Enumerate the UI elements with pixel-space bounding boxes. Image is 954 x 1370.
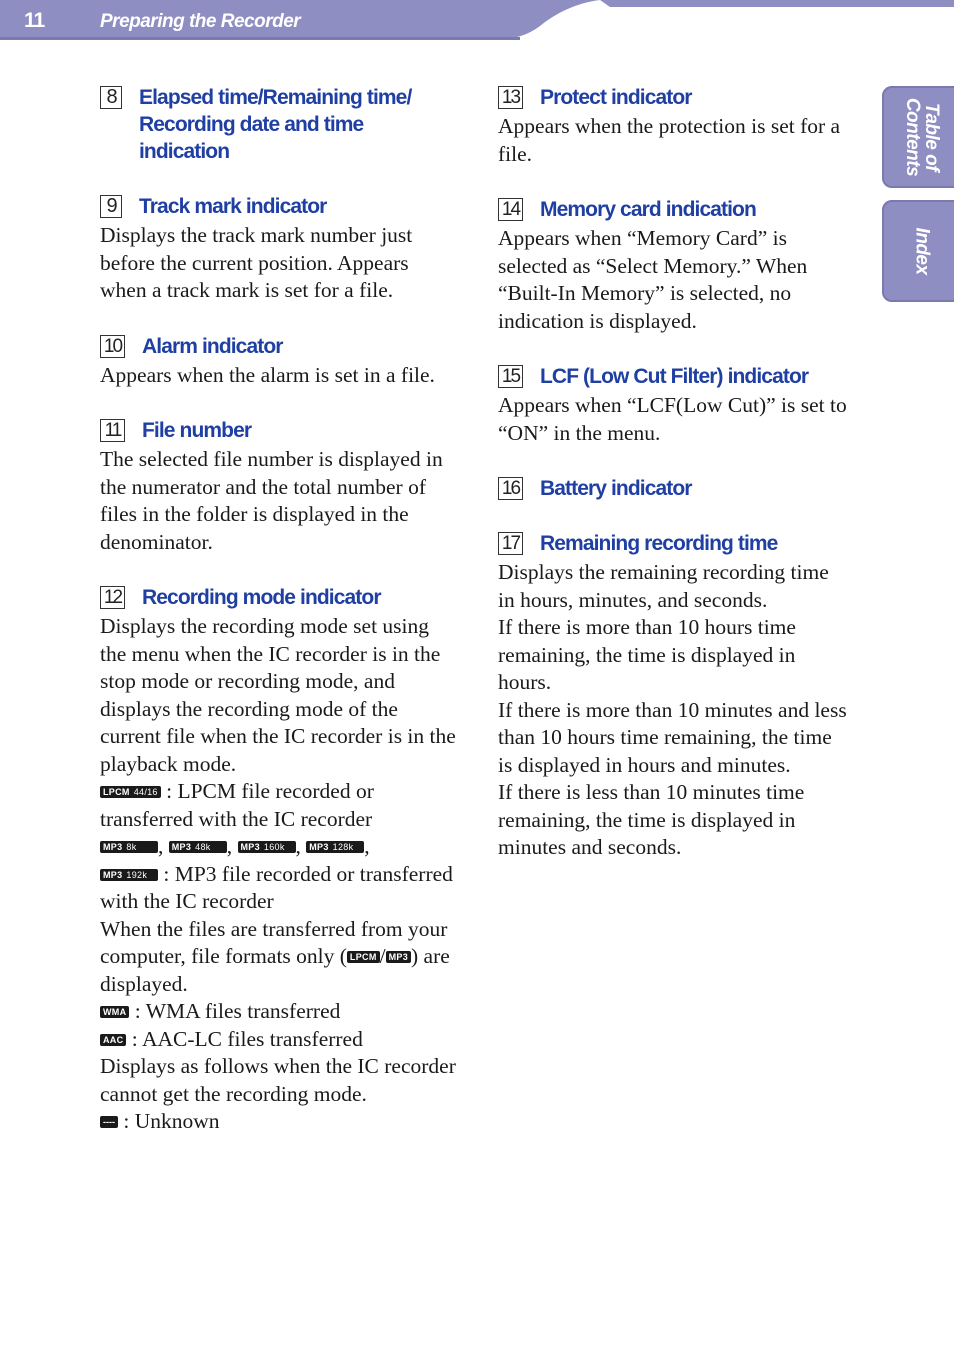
wma-text: : WMA files transferred bbox=[129, 999, 341, 1023]
badge-text: MP3 bbox=[171, 842, 192, 852]
item-body: Appears when the alarm is set in a file. bbox=[100, 362, 435, 387]
mp3-icon: MP3 bbox=[386, 951, 411, 963]
lpcm-line bbox=[100, 778, 460, 833]
item-number: 14 bbox=[498, 198, 523, 221]
item-17 bbox=[498, 530, 850, 862]
aac-icon: AAC bbox=[100, 1034, 126, 1046]
recording-mode-description: Displays the recording mode set using the menu when the IC recorder is in the stop mode or recording mode, and displays the recording mode of the current file when the IC recorder is in the playback mode. bbox=[100, 614, 456, 776]
comma: , bbox=[226, 834, 233, 858]
mp3-badges-line bbox=[100, 833, 460, 861]
unknown-mode-icon: ---- bbox=[100, 1116, 118, 1128]
item-title: Battery indicator bbox=[540, 477, 692, 500]
mp3-192k-icon bbox=[100, 869, 158, 881]
mp3-line bbox=[100, 861, 460, 916]
aac-line bbox=[100, 1026, 460, 1054]
paragraph: Displays the remaining recording time in hours, minutes, and seconds. bbox=[498, 560, 829, 612]
item-number: 16 bbox=[498, 477, 523, 500]
unknown-line bbox=[100, 1108, 460, 1136]
badge-text: MP3 bbox=[240, 842, 260, 852]
comma: , bbox=[364, 834, 370, 858]
title-line: Elapsed time/Remaining time/ bbox=[139, 86, 412, 109]
table-of-contents-tab-label bbox=[903, 98, 941, 176]
item-15 bbox=[498, 363, 850, 447]
item-number: 11 bbox=[100, 419, 125, 442]
index-tab-label: Index bbox=[911, 227, 933, 275]
title-line: Recording date and time bbox=[139, 113, 364, 136]
item-title: Memory card indication bbox=[540, 198, 756, 221]
item-number: 10 bbox=[100, 335, 125, 358]
badge-sub: 192k bbox=[126, 869, 148, 880]
badge-text: MP3 bbox=[309, 842, 329, 852]
item-body: Appears when the protection is set for a file. bbox=[498, 114, 841, 166]
title-line: indication bbox=[139, 140, 230, 163]
paragraph: If there is less than 10 minutes time remaining, the time is displayed in minutes and seconds. bbox=[498, 780, 805, 859]
item-8 bbox=[100, 84, 460, 165]
item-number: 9 bbox=[100, 195, 122, 218]
item-13 bbox=[498, 84, 850, 168]
item-title: Protect indicator bbox=[540, 86, 692, 109]
item-body: The selected file number is displayed in the numerator and the total number of files in the folder is displayed in the denominator. bbox=[100, 447, 443, 554]
item-number: 15 bbox=[498, 365, 523, 388]
aac-text: : AAC-LC files transferred bbox=[126, 1026, 363, 1051]
mp3-160k-icon bbox=[238, 841, 296, 853]
badge-sub: 128k bbox=[332, 842, 354, 852]
badge-sub: 44/16 bbox=[133, 787, 158, 797]
toc-label-line2: Contents bbox=[902, 97, 923, 177]
item-10 bbox=[100, 333, 460, 390]
lpcm-icon: LPCM bbox=[347, 951, 380, 963]
item-16 bbox=[498, 475, 850, 502]
item-body: Appears when “Memory Card” is selected as “Select Memory.” When “Built-In Memory” is selected, no indication is displayed. bbox=[498, 226, 808, 333]
item-number: 8 bbox=[100, 86, 122, 109]
item-title: Alarm indicator bbox=[142, 334, 283, 358]
badge-text: MP3 bbox=[103, 869, 123, 880]
comma: , bbox=[295, 834, 301, 858]
cannot-get-mode-text: Displays as follows when the IC recorder cannot get the recording mode. bbox=[100, 1054, 456, 1106]
item-body: Displays the track mark number just before the current position. Appears when a track mark is set for a file. bbox=[100, 223, 413, 302]
mp3-48k-icon bbox=[169, 841, 227, 853]
item-title: Track mark indicator bbox=[139, 195, 327, 218]
item-number: 13 bbox=[498, 86, 523, 109]
item-title: File number bbox=[142, 419, 252, 442]
transfer-line bbox=[100, 916, 460, 999]
section-title: Preparing the Recorder bbox=[100, 11, 301, 32]
slash: / bbox=[379, 944, 386, 968]
transfer-text-a: When the files are transferred from your computer, file formats only ( bbox=[100, 916, 448, 968]
item-title: Recording mode indicator bbox=[142, 586, 381, 609]
index-tab[interactable] bbox=[882, 200, 954, 302]
mp3-8k-icon bbox=[100, 841, 158, 853]
badge-sub: 160k bbox=[263, 842, 285, 852]
item-11 bbox=[100, 417, 460, 556]
page-number: 11 bbox=[24, 9, 45, 32]
wma-icon: WMA bbox=[100, 1006, 129, 1018]
item-title: LCF (Low Cut Filter) indicator bbox=[540, 365, 809, 388]
item-number: 17 bbox=[498, 532, 523, 555]
badge-sub: 48k bbox=[195, 842, 211, 852]
comma: , bbox=[158, 834, 164, 858]
mp3-128k-icon bbox=[306, 841, 364, 853]
toc-label-line1: Table of bbox=[921, 102, 942, 172]
item-9 bbox=[100, 193, 460, 305]
transfer-text-b: ) are displayed. bbox=[100, 944, 450, 996]
lpcm-text: : LPCM file recorded or transferred with the IC recorder bbox=[100, 779, 374, 831]
right-column bbox=[498, 84, 850, 890]
paragraph: If there is more than 10 minutes and less than 10 hours time remaining, the time is displayed in hours and minutes. bbox=[498, 697, 847, 777]
item-14 bbox=[498, 196, 850, 335]
mp3-text: : MP3 file recorded or transferred with the IC recorder bbox=[100, 861, 453, 913]
unknown-text: : Unknown bbox=[118, 1109, 220, 1133]
left-column bbox=[100, 84, 460, 1164]
paragraph: If there is more than 10 hours time remaining, the time is displayed in hours. bbox=[498, 615, 796, 694]
lpcm-44-16-icon bbox=[100, 786, 161, 798]
wma-line bbox=[100, 998, 460, 1026]
item-title bbox=[139, 84, 411, 165]
item-body bbox=[100, 613, 460, 1136]
badge-text: MP3 bbox=[103, 842, 123, 852]
item-number: 12 bbox=[100, 586, 125, 609]
item-body bbox=[498, 559, 850, 862]
badge-sub: 8k bbox=[126, 842, 137, 852]
badge-text: LPCM bbox=[103, 787, 130, 797]
item-body: Appears when “LCF(Low Cut)” is set to “ON” in the menu. bbox=[498, 393, 847, 445]
item-12 bbox=[100, 584, 460, 1136]
table-of-contents-tab[interactable] bbox=[882, 86, 954, 188]
item-title: Remaining recording time bbox=[540, 532, 778, 555]
